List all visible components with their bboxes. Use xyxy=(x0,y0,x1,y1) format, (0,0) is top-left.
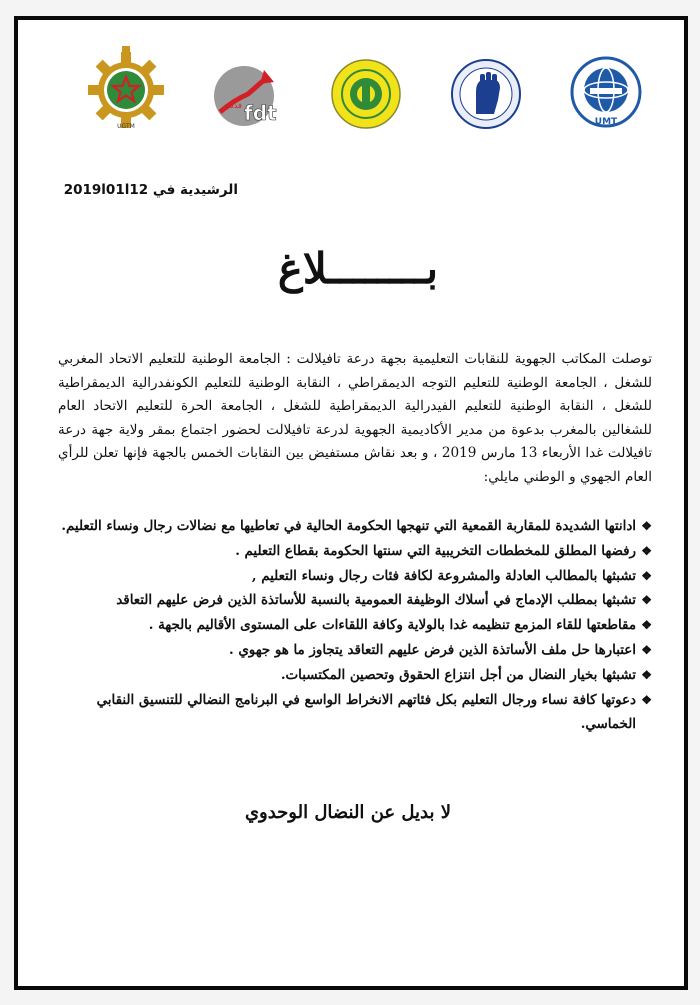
point-text: اعتبارها حل ملف الأساتذة الذين فرض عليهم التعاقد يتجاوز ما هو جهوي . xyxy=(229,641,636,658)
gear-star-icon xyxy=(84,46,168,130)
list-item xyxy=(58,588,652,613)
point-text: تشبثها بمطلب الإدماج في أسلاك الوظيفة العمومية بالنسبة للأساتذة الذين فرض عليهم التعاقد xyxy=(116,592,636,609)
document-frame xyxy=(14,16,688,990)
diamond-bullet-icon: ❖ xyxy=(641,642,652,657)
diamond-bullet-icon: ❖ xyxy=(641,568,652,583)
list-item xyxy=(58,688,652,738)
svg-text:فدش: فدش xyxy=(224,101,242,110)
diamond-bullet-icon: ❖ xyxy=(641,618,652,633)
fdt-globe-icon xyxy=(204,50,288,134)
document-title: بــــــــلاغ xyxy=(277,244,439,293)
diamond-bullet-icon: ❖ xyxy=(641,593,652,608)
list-item xyxy=(58,663,652,688)
point-text: رفضها المطلق للمخططات التخريبية التي سنتها الحكومة بقطاع التعليم . xyxy=(235,542,636,559)
point-text: ادانتها الشديدة للمقاربة القمعية التي تنهجها الحكومة الحالية في تعاطيها مع نضالات رجال ونساء التعليم. xyxy=(61,518,636,534)
diamond-bullet-icon: ❖ xyxy=(641,667,652,682)
list-item xyxy=(58,613,652,638)
umt-globe-icon xyxy=(564,50,648,134)
point-text: دعوتها كافة نساء ورجال التعليم بكل فئاتهم الانخراط الواسع في البرنامج النضالي للتنسيق النقابي الخماسي. xyxy=(96,691,636,733)
fne-democratic-logo xyxy=(324,52,408,136)
document-date: الرشيدية في 12ا01ا2019 xyxy=(63,182,238,198)
list-item xyxy=(58,539,652,564)
closing-slogan: لا بديل عن النضال الوحدوي xyxy=(244,802,452,823)
umt-union-logo xyxy=(564,50,648,134)
point-text: تشبثها بالمطالب العادلة والمشروعة لكافة فئات رجال ونساء التعليم , xyxy=(251,567,636,584)
list-item xyxy=(58,564,652,589)
raised-fist-union-logo xyxy=(444,52,528,136)
intro-paragraph: توصلت المكاتب الجهوية للنقابات التعليمية بجهة درعة تافيلالت : الجامعة الوطنية للتعليم الاتحاد المغربي للشغل ، الجامعة الوطنية للتعليم التوجه الديمقراطي ، النقابة الوطنية للتعليم الكونفدرالية الديمقراطية للشغل ، النقابة الوطنية للتعليم الفيدرالية الديمقراطية للشغل ، الجامعة الحرة للتعليم الاتحاد العام للشغالين بالمغرب بدعوة من مدير الأكاديمية الجهوية لدرعة تافيلالت لحضور اجتماع بمقر ولاية جهة درعة تافيلالت غدا الأربعاء 13 مارس 2019 ، و بعد نقاش مستفيض بين النقابات الخمس بالجهة فإنها تعلن للرأي العام الجهوي و الوطني مايلي: xyxy=(58,351,652,485)
diamond-bullet-icon: ❖ xyxy=(641,519,652,533)
diamond-bullet-icon: ❖ xyxy=(641,543,652,558)
svg-text:UMT: UMT xyxy=(594,117,618,127)
svg-text:UGTM: UGTM xyxy=(117,123,135,130)
union-logos-row xyxy=(78,46,638,130)
fdt-union-logo xyxy=(204,50,288,134)
list-item xyxy=(58,638,652,663)
list-item xyxy=(58,514,652,539)
diamond-bullet-icon: ❖ xyxy=(641,692,652,707)
declaration-points xyxy=(58,514,652,737)
raised-fist-icon xyxy=(444,52,528,136)
point-text: تشبثها بخيار النضال من أجل انتزاع الحقوق وتحصين المكتسبات. xyxy=(280,666,636,683)
point-text: مقاطعتها للقاء المزمع تنظيمه غدا بالولاية وكافة اللقاءات على المستوى الأقاليم بالجهة . xyxy=(148,617,636,634)
yellow-gear-icon xyxy=(324,52,408,136)
gear-star-union-logo xyxy=(84,46,168,130)
svg-text:fdt: fdt xyxy=(244,101,277,125)
